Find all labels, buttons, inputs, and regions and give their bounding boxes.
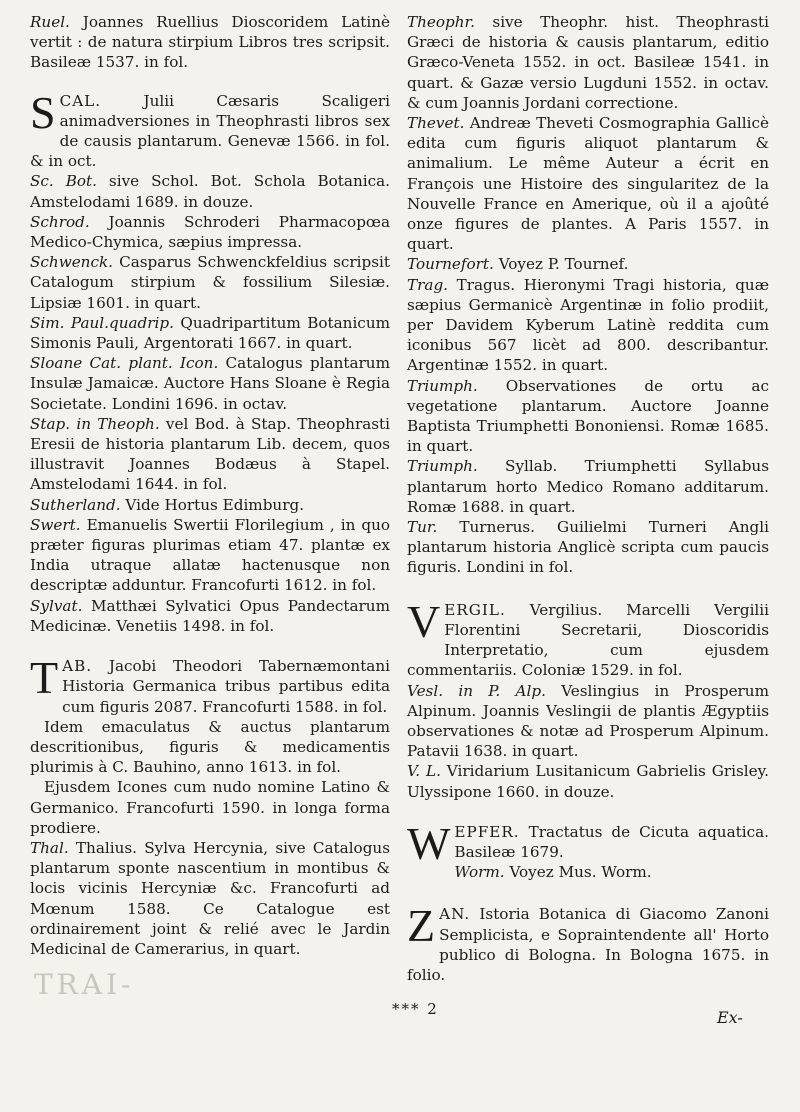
entry (30, 12, 390, 73)
entry (30, 171, 390, 211)
entry-text: Joannes Ruellius Dioscoridem Latinè vertit : de natura stirpium Libros tres scripsit. Basileæ 1537. in fol. (30, 13, 390, 72)
entry-lead: AB. (62, 657, 93, 676)
entry-text: Emanuelis Swertii Florilegium , in quo præter figuras plurimas etiam 47. plantæ ex India utraque allatæ hactenusque non descriptæ adduntur. Francofurti 1612. in fol. (30, 515, 390, 595)
entry-text: vel Bod. à Stap. Theophrasti Eresii de historia plantarum Lib. decem, quos illustravit Joannes Bodæus à Stapel. Amstelodami 1644. in fol. (30, 414, 391, 494)
entry-key: Sc. Bot. (30, 172, 97, 191)
entry-key: Triumph. (407, 376, 478, 395)
catchword: Ex- (717, 1008, 743, 1027)
entry (30, 414, 390, 495)
entry (407, 376, 769, 457)
entry (407, 900, 769, 985)
entry (30, 652, 390, 717)
show-through-text: TRAI- (34, 968, 135, 1001)
section-s (30, 86, 390, 172)
entry-text: Vergilius. Marcelli Vergilii Florentini Secretarii, Dioscoridis Interpretatio, cum ejusdem commentariis. Coloniæ 1529. in fol. (407, 600, 769, 680)
entry (30, 353, 390, 414)
section-v (407, 595, 769, 681)
entry-key: Ruel. (30, 13, 70, 31)
entry-key: Tournefort. (407, 255, 494, 274)
paragraph: Idem emaculatus & auctus plantarum descritionibus, figuris & medicamentis plurimis à C. Bauhino, anno 1613. in fol. (30, 717, 390, 777)
entry-text: sive Theophr. hist. Theophrasti Græci de historia & causis plantarum, editio Græco-Veneta 1552. in oct. Basileæ 1541. in quart. & Gazæ versio Lugduni 1552. in octav. & cum Joannis Jordani correctione. (407, 13, 769, 112)
entry (407, 12, 769, 113)
entry-key: Stap. in Theoph. (30, 414, 160, 433)
entry-key: Schrod. (30, 212, 90, 231)
entry-text: Joannis Schroderi Pharmacopœa Medico-Chymica, sæpius impressa. (30, 212, 390, 252)
entry-text: Casparus Schwenckfeldius scripsit Catalogum stirpium & fossilium Silesiæ. Lipsiæ 1601. in quart. (30, 253, 390, 312)
section-z (407, 900, 769, 985)
entry-text: sive Schol. Bot. Schola Botanica. Amstelodami 1689. in douze. (30, 172, 390, 211)
section-t (30, 652, 390, 717)
entry (30, 252, 390, 313)
entry-key: Schwenck. (30, 253, 113, 272)
entry-text: Viridarium Lusitanicum Gabrielis Grisley. Ulyssipone 1660. in douze. (407, 762, 769, 801)
entry-text: Observationes de ortu ac vegetatione plantarum. Auctore Joanne Baptista Triumphetti Bononiensi. Romæ 1685. in quart. (407, 376, 769, 456)
entry (30, 495, 390, 515)
entry-lead: CAL. (59, 91, 102, 110)
entry-key: Worm. (454, 863, 505, 882)
initial-letter: S (30, 86, 56, 138)
entry (407, 761, 769, 801)
initial-letter: T (30, 652, 59, 704)
entry-key: Triumph. (407, 457, 478, 476)
entry-text: Syllab. Triumphetti Syllabus plantarum horto Medico Romano additarum. Romæ 1688. in quart. (407, 457, 769, 516)
entry (407, 113, 769, 254)
entry-text: Quadripartitum Botanicum Simonis Pauli, Argentorati 1667. in quart. (30, 313, 391, 353)
entry (407, 595, 769, 681)
entry (407, 681, 769, 762)
entry-key: Sloane Cat. plant. Icon. (30, 354, 219, 373)
entry (407, 862, 769, 882)
entry-text: Catalogus plantarum Insulæ Jamaicæ. Auctore Hans Sloane è Regia Societate. Londini 1696. in octav. (30, 354, 390, 413)
entry-text: Veslingius in Prosperum Alpinum. Joannis Veslingii de plantis Ægyptiis observationes & notæ ad Prosperum Alpinum. Patavii 1638. in quart. (407, 681, 769, 761)
entry-key: Trag. (407, 275, 448, 294)
initial-letter: V (407, 595, 441, 647)
entry-text: Voyez Mus. Worm. (504, 863, 652, 882)
entry-key: Sutherland. (30, 495, 121, 514)
entry-key: Thal. (30, 838, 69, 857)
entry-key: Sylvat. (30, 596, 83, 615)
entry-key: V. L. (407, 762, 441, 781)
entry-text: Thalius. Sylva Hercynia, sive Catalogus plantarum sponte nascentium in montibus & locis vicinis Hercyniæ &c. Francofurti ad Mœnum 1588. Ce Catalogue est ordinairement joint & relié avec le Jardin Medicinal de Camerarius, in quart. (30, 838, 390, 958)
entry-text: Voyez P. Tournef. (493, 255, 629, 274)
paragraph: Ejusdem Icones cum nudo nomine Latino & Germanico. Francofurti 1590. in longa forma prodiere. (30, 778, 390, 837)
entry (30, 313, 390, 353)
entry (30, 596, 390, 636)
entry-lead: EPFER. (454, 822, 520, 841)
entry (407, 517, 769, 578)
right-column (407, 12, 769, 985)
initial-letter: W (407, 817, 451, 869)
entry-text: Jacobi Theodori Tabernæmontani Historia Germanica tribus partibus edita cum figuris 2087. Francofurti 1588. in fol. (62, 657, 390, 716)
signature-mark: *** 2 (392, 1000, 439, 1018)
entry-key: Tur. (407, 518, 438, 537)
initial-letter: Z (407, 900, 436, 952)
entry-lead: ERGIL. (444, 600, 506, 619)
entry-text: Vide Hortus Edimburg. (120, 495, 305, 514)
entry (30, 838, 390, 959)
entry-text: Tragus. Hieronymi Tragi historia, quæ sæpius Germanicè Argentinæ in folio prodiit, per Davidem Kyberum Latinè reddita cum iconibus 567 licèt ad 800. describantur. Argentinæ 1552. in quart. (407, 275, 769, 375)
left-column (30, 12, 390, 959)
section-w (407, 817, 769, 869)
entry (407, 275, 769, 376)
entry-text: Istoria Botanica di Giacomo Zanoni Semplicista, e Sopraintendente all' Horto publico di Bologna. In Bologna 1675. in folio. (407, 905, 769, 984)
entry-text: Turnerus. Guilielmi Turneri Angli plantarum historia Anglicè scripta cum paucis figuris. Londini in fol. (407, 518, 769, 577)
entry-key: Sim. Paul.quadrip. (30, 313, 174, 332)
entry (407, 817, 769, 869)
entry-key: Theophr. (407, 13, 475, 31)
entry (30, 515, 390, 596)
entry (407, 254, 769, 274)
entry (407, 456, 769, 517)
entry-text: Matthæi Sylvatici Opus Pandectarum Medicinæ. Venetiis 1498. in fol. (30, 596, 390, 635)
entry-text: Julii Cæsaris Scaligeri animadversiones in Theophrasti libros sex de causis plantarum. Genevæ 1566. in fol. & in oct. (30, 91, 390, 171)
entry-key: Swert. (30, 515, 81, 534)
entry (30, 212, 390, 252)
entry-key: Thevet. (407, 114, 465, 133)
entry-text: Tractatus de Cicuta aquatica. Basileæ 1679. (454, 822, 769, 861)
entry-text: Andreæ Theveti Cosmographia Gallicè edita cum figuris aliquot plantarum & animalium. Le même Auteur a écrit en François une Histoire des singularitez de la Nouvelle France en Amerique, où il a ajoûté onze figures de plantes. A Paris 1557. in quart. (407, 114, 769, 254)
entry-key: Vesl. in P. Alp. (407, 681, 546, 700)
entry (30, 86, 390, 172)
entry-lead: AN. (439, 905, 471, 924)
